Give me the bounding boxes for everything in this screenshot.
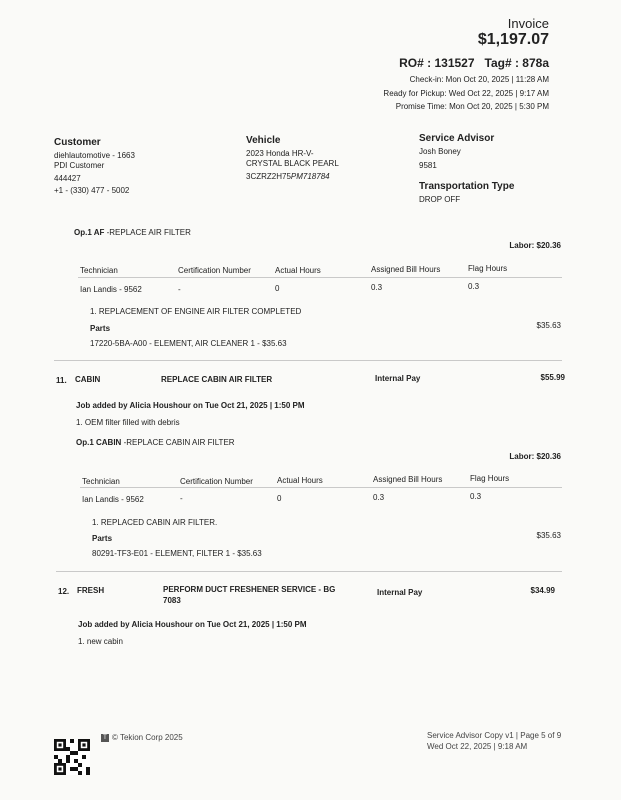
job11-op-note: 1. REPLACED CABIN AIR FILTER. [92, 518, 218, 527]
transport-type: DROP OFF [419, 195, 461, 204]
job12-desc1: PERFORM DUCT FRESHENER SERVICE - BG [163, 585, 336, 594]
job12-note: 1. new cabin [78, 637, 123, 646]
job12-code: FRESH [77, 586, 105, 595]
job12-amount: $34.99 [530, 586, 555, 595]
op-af-note: 1. REPLACEMENT OF ENGINE AIR FILTER COMPLETED [90, 307, 302, 316]
promise-time: Promise Time: Mon Oct 20, 2025 | 5:30 PM [395, 102, 549, 111]
job11-added: Job added by Alicia Houshour on Tue Oct 21, 2025 | 1:50 PM [76, 401, 305, 410]
vehicle-title: Vehicle [246, 135, 281, 146]
job11-op-code: Op.1 CABIN [76, 438, 122, 447]
op-af-part: 17220-5BA-A00 - ELEMENT, AIR CLEANER 1 - $35.63 [90, 339, 287, 348]
job11-actual: 0 [277, 494, 282, 503]
op-af-parts-total: $35.63 [536, 321, 561, 330]
transport-title: Transportation Type [419, 181, 515, 192]
job11-labor: Labor: $20.36 [509, 452, 561, 461]
qr-code-icon [54, 739, 90, 775]
vehicle-line1: 2023 Honda HR-V- [246, 149, 314, 158]
vin-part-b: PM718784 [290, 172, 330, 181]
job12-pay: Internal Pay [377, 588, 423, 597]
footer-copyright: © Tekion Corp 2025 [112, 733, 183, 742]
job11-th-assigned: Assigned Bill Hours [373, 475, 443, 484]
job11-th-actual: Actual Hours [277, 476, 323, 485]
op-af-code: Op.1 AF [74, 228, 105, 237]
job11-th-cert: Certification Number [180, 477, 253, 486]
job11-op-desc: -REPLACE CABIN AIR FILTER [121, 438, 235, 447]
job12-added: Job added by Alicia Houshour on Tue Oct 21, 2025 | 1:50 PM [78, 620, 307, 629]
vehicle-vin [246, 172, 330, 181]
job12-divider [56, 571, 562, 572]
checkin-time: Check-in: Mon Oct 20, 2025 | 11:28 AM [409, 75, 549, 84]
job11-note: 1. OEM filter filled with debris [76, 418, 180, 427]
job11-pay: Internal Pay [375, 374, 421, 383]
customer-line1: diehlautomotive - 1663 [54, 151, 135, 160]
job11-table-divider [80, 487, 562, 488]
customer-line2: PDI Customer [54, 161, 105, 170]
customer-title: Customer [54, 137, 101, 148]
job11-cert: - [180, 494, 183, 503]
customer-line3: 444427 [54, 174, 81, 183]
job11-divider [54, 360, 562, 361]
invoice-total: $1,197.07 [477, 31, 549, 48]
job11-part: 80291-TF3-E01 - ELEMENT, FILTER 1 - $35.63 [92, 549, 262, 558]
job11-parts-total: $35.63 [536, 531, 561, 540]
job12-num: 12. [58, 587, 70, 596]
job11-th-tech: Technician [82, 477, 120, 486]
customer-phone: +1 - (330) 477 - 5002 [54, 186, 130, 195]
job11-assigned: 0.3 [373, 493, 385, 502]
footer-copyright-block [101, 733, 183, 742]
op-af-cert: - [178, 285, 181, 294]
advisor-id: 9581 [419, 161, 437, 170]
ready-time: Ready for Pickup: Wed Oct 22, 2025 | 9:17 AM [383, 89, 549, 98]
op-af-th-tech: Technician [80, 266, 118, 275]
op-af-actual: 0 [275, 284, 280, 293]
op-af-desc: -REPLACE AIR FILTER [104, 228, 191, 237]
op-af-parts-label: Parts [90, 324, 111, 333]
op-af-title [74, 228, 191, 237]
op-af-th-assigned: Assigned Bill Hours [371, 265, 441, 274]
job11-parts-label: Parts [92, 534, 113, 543]
job12-desc2: 7083 [163, 596, 181, 605]
op-af-table-divider [78, 277, 562, 278]
op-af-th-flag: Flag Hours [468, 264, 508, 273]
job11-desc: REPLACE CABIN AIR FILTER [161, 375, 273, 384]
footer-date-line: Wed Oct 22, 2025 | 9:18 AM [427, 742, 528, 751]
footer-copy-line: Service Advisor Copy v1 | Page 5 of 9 [427, 731, 562, 740]
job11-amount: $55.99 [540, 373, 565, 382]
job11-code: CABIN [75, 375, 101, 384]
advisor-title: Service Advisor [419, 133, 495, 144]
invoice-label: Invoice [507, 16, 549, 31]
op-af-tech: Ian Landis - 9562 [80, 285, 142, 294]
job11-th-flag: Flag Hours [470, 474, 510, 483]
vin-part-a: 3CZRZ2H75 [246, 172, 291, 181]
op-af-flag: 0.3 [468, 282, 480, 291]
advisor-name: Josh Boney [419, 147, 461, 156]
job11-num: 11. [56, 376, 67, 385]
job11-op-title [76, 438, 235, 447]
vehicle-line2: CRYSTAL BLACK PEARL [246, 159, 339, 168]
job11-tech: Ian Landis - 9562 [82, 495, 144, 504]
job11-flag: 0.3 [470, 492, 482, 501]
ro-tag-line: RO# : 131527 Tag# : 878a [399, 56, 549, 70]
op-af-labor: Labor: $20.36 [509, 241, 561, 250]
op-af-th-actual: Actual Hours [275, 266, 321, 275]
tekion-logo-icon: T [101, 734, 109, 742]
op-af-assigned: 0.3 [371, 283, 383, 292]
op-af-th-cert: Certification Number [178, 266, 251, 275]
